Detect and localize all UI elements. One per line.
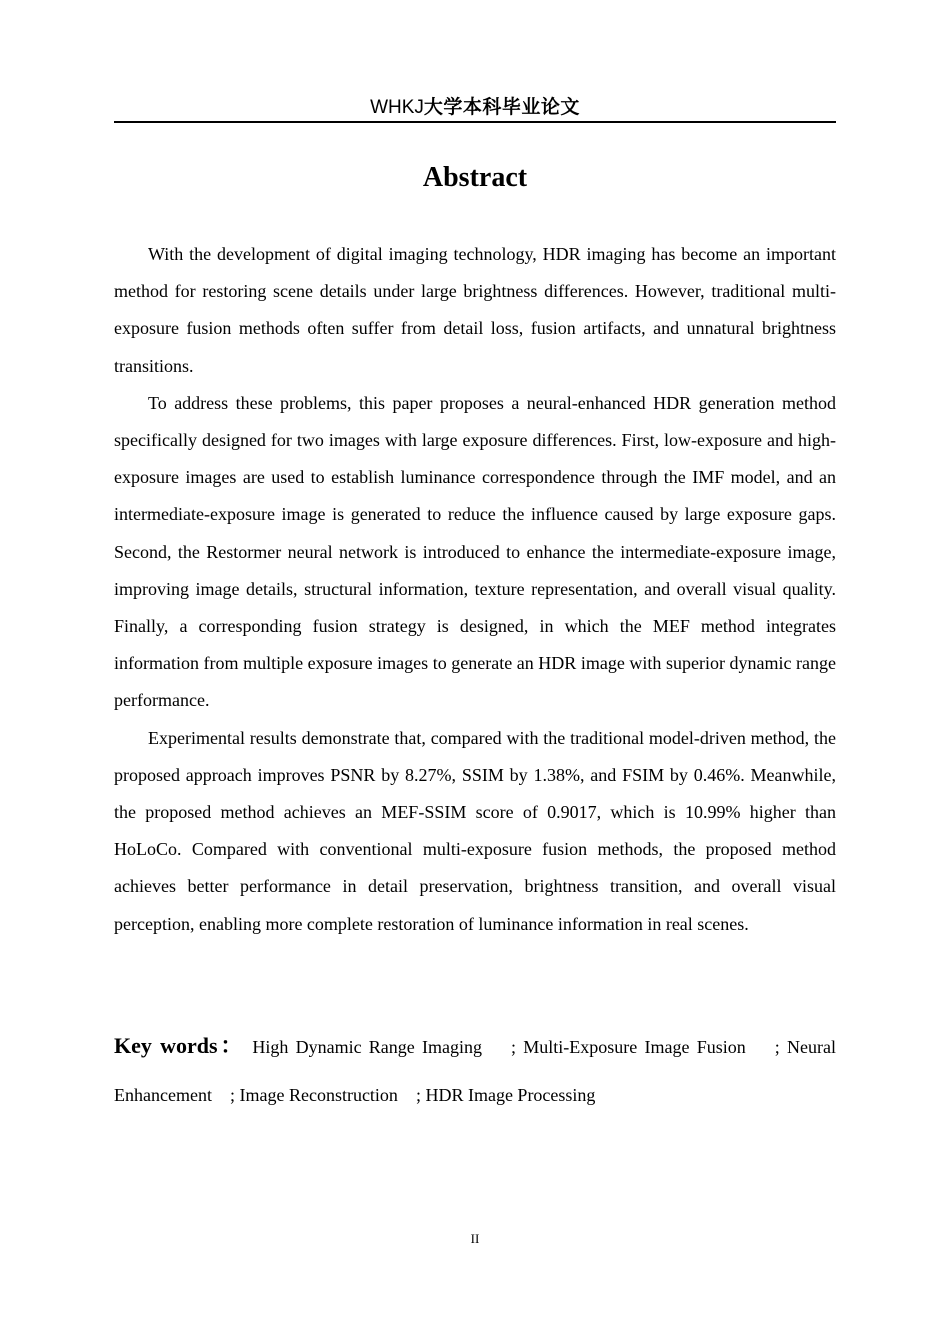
abstract-heading: Abstract xyxy=(422,162,528,193)
keyword-separator: ; xyxy=(397,1085,421,1105)
abstract-body xyxy=(114,236,836,943)
header-divider xyxy=(114,121,836,123)
keyword-item: Neural Enhancement xyxy=(114,1037,836,1105)
keyword-separator: ; xyxy=(745,1037,780,1057)
keyword-item: High Dynamic Range Imaging xyxy=(252,1037,483,1057)
keyword-item: Multi-Exposure Image Fusion xyxy=(523,1037,746,1057)
keywords-section xyxy=(114,1022,836,1119)
abstract-paragraph: Experimental results demonstrate that, compared with the traditional model-driven method, the proposed approach improves PSNR by 8.27%, SSIM by 1.38%, and FSIM by 0.46%. Meanwhile, the proposed method achieves an MEF-SSIM score of 0.9017, which is 10.99% higher than HoLoCo. Compared with conventional multi-exposure fusion methods, the proposed method achieves better performance in detail preservation, brightness transition, and overall visual perception, enabling more complete restoration of luminance information in real scenes. xyxy=(114,727,836,934)
header-university-code: WHKJ xyxy=(370,97,424,118)
keywords-label: Key words： xyxy=(114,1033,246,1058)
header-thesis-title: 大学本科毕业论文 xyxy=(423,96,580,118)
abstract-paragraph: With the development of digital imaging technology, HDR imaging has become an important method for restoring scene details under large brightness differences. However, traditional multi-exposure fusion methods often suffer from detail loss, fusion artifacts, and unnatural brightness transitions. xyxy=(114,244,836,376)
running-header xyxy=(114,94,836,121)
keyword-item: HDR Image Processing xyxy=(425,1085,596,1105)
keyword-item: Image Reconstruction xyxy=(239,1085,398,1105)
keyword-separator: ; xyxy=(211,1085,235,1105)
page-number: II xyxy=(470,1231,480,1246)
keyword-separator: ; xyxy=(482,1037,517,1057)
abstract-paragraph: To address these problems, this paper proposes a neural-enhanced HDR generation method specifically designed for two images with large exposure differences. First, low-exposure and high-exposure images are used to establish luminance correspondence through the IMF model, and an intermediate-exposure image is generated to reduce the influence caused by large exposure gaps. Second, the Restormer neural network is introduced to enhance the intermediate-exposure image, improving image details, structural information, texture representation, and overall visual quality. Finally, a corresponding fusion strategy is designed, in which the MEF method integrates information from multiple exposure images to generate an HDR image with superior dynamic range performance. xyxy=(114,392,836,711)
